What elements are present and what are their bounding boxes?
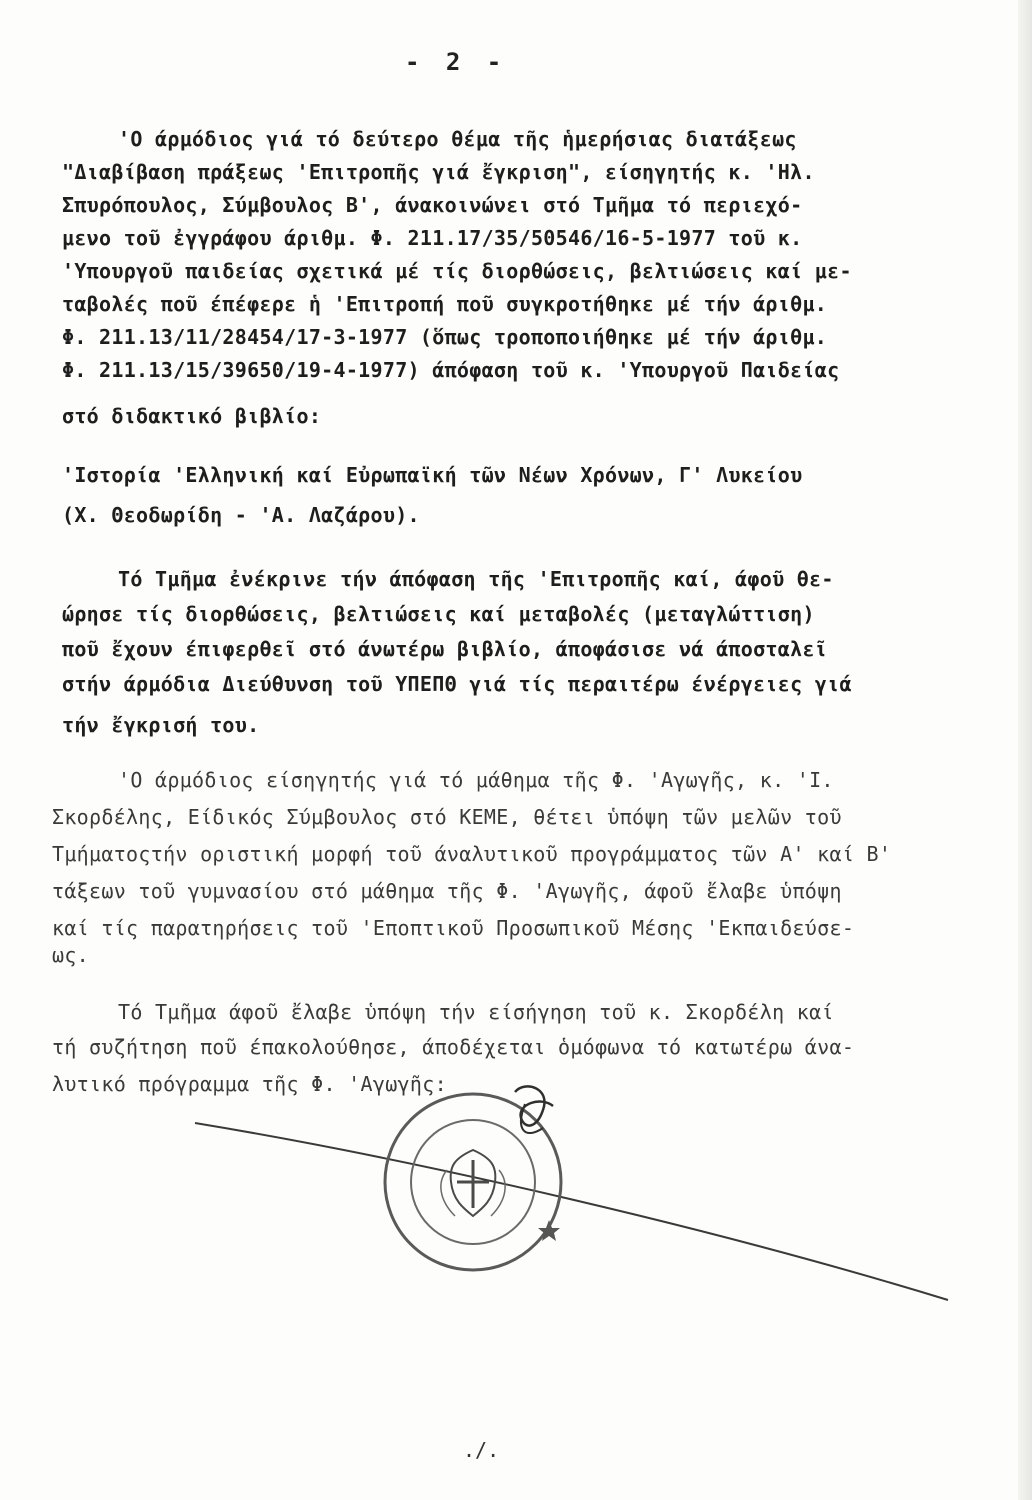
text-line: μενο τοῦ ἐγγράφου άριθμ. Φ. 211.17/35/50546/16-5-1977 τοῦ κ. <box>62 226 803 250</box>
text-line: στό διδακτικό βιβλίο: <box>62 404 322 428</box>
text-line: καί τίς παρατηρήσεις τοῦ 'Εποπτικοῦ Προσωπικοῦ Μέσης 'Εκπαιδεύσε- <box>52 916 855 940</box>
book-authors-line: (Χ. Θεοδωρίδη - 'Α. Λαζάρου). <box>62 503 420 527</box>
text-line: στήν άρμόδια Διεύθυνση τοῦ ΥΠΕΠΘ γιά τίς περαιτέρω ένέργειες γιά <box>62 672 852 696</box>
greek-coat-of-arms-icon <box>441 1150 505 1216</box>
text-line: 'Υπουργοῦ παιδείας σχετικά μέ τίς διορθώσεις, βελτιώσεις καί με- <box>62 259 852 283</box>
text-line: 'Ο άρμόδιος γιά τό δεύτερο θέμα τῆς ἡμερήσιας διατάξεως <box>118 127 797 151</box>
text-line: "Διαβίβαση πράξεως 'Επιτροπῆς γιά ἔγκριση", είσηγητής κ. 'Ηλ. <box>62 160 815 184</box>
official-stamp <box>375 1070 575 1280</box>
text-line: ώρησε τίς διορθώσεις, βελτιώσεις καί μεταβολές (μεταγλώττιση) <box>62 602 815 626</box>
text-line: τή συζήτηση ποῦ έπακολούθησε, άποδέχεται ὁμόφωνα τό κατωτέρω άνα- <box>52 1035 855 1059</box>
text-line: Τμήματοςτήν οριστική μορφή τοῦ άναλυτικοῦ προγράμματος τῶν Α' καί Β' <box>52 842 892 866</box>
text-line: Τό Τμῆμα άφοῦ ἔλαβε ὑπόψη τήν είσήγηση τοῦ κ. Σκορδέλη καί <box>118 1000 834 1024</box>
text-line: 'Ο άρμόδιος είσηγητής γιά τό μάθημα τῆς Φ. 'Αγωγῆς, κ. 'Ι. <box>118 768 834 792</box>
text-line: Φ. 211.13/11/28454/17-3-1977 (ὅπως τροποποιήθηκε μέ τήν άριθμ. <box>62 325 828 349</box>
text-line: ταβολές ποῦ έπέφερε ἡ 'Επιτροπή ποῦ συγκροτήθηκε μέ τήν άριθμ. <box>62 292 828 316</box>
text-line: Σκορδέλης, Είδικός Σύμβουλος στό ΚΕΜΕ, θέτει ὑπόψη τῶν μελῶν τοῦ <box>52 805 842 829</box>
text-line: ποῦ ἔχουν έπιφερθεῖ στό άνωτέρω βιβλίο, άποφάσισε νά άποσταλεῖ <box>62 637 828 661</box>
text-line: τήν ἔγκρισή του. <box>62 713 260 737</box>
page-number: - 2 - <box>405 48 508 76</box>
text-line: Φ. 211.13/15/39650/19-4-1977) άπόφαση τοῦ κ. 'Υπουργοῦ Παιδείας <box>62 358 840 382</box>
continuation-mark: ./. <box>463 1438 500 1462</box>
text-line: τάξεων τοῦ γυμνασίου στό μάθημα τῆς Φ. 'Αγωγῆς, άφοῦ ἔλαβε ὑπόψη <box>52 879 842 903</box>
page-edge-shadow <box>1018 0 1032 1500</box>
text-line: Σπυρόπουλος, Σύμβουλος Β', άνακοινώνει στό Τμῆμα τό περιεχό- <box>62 193 803 217</box>
book-title-line: 'Ιστορία 'Ελληνική καί Εὐρωπαϊκή τῶν Νέων Χρόνων, Γ' Λυκείου <box>62 463 803 487</box>
text-line: λυτικό πρόγραμμα τῆς Φ. 'Αγωγῆς: <box>52 1072 447 1096</box>
text-line: Τό Τμῆμα ἐνέκρινε τήν άπόφαση τῆς 'Επιτροπῆς καί, άφοῦ θε- <box>118 567 834 591</box>
text-line: ως. <box>52 943 90 967</box>
